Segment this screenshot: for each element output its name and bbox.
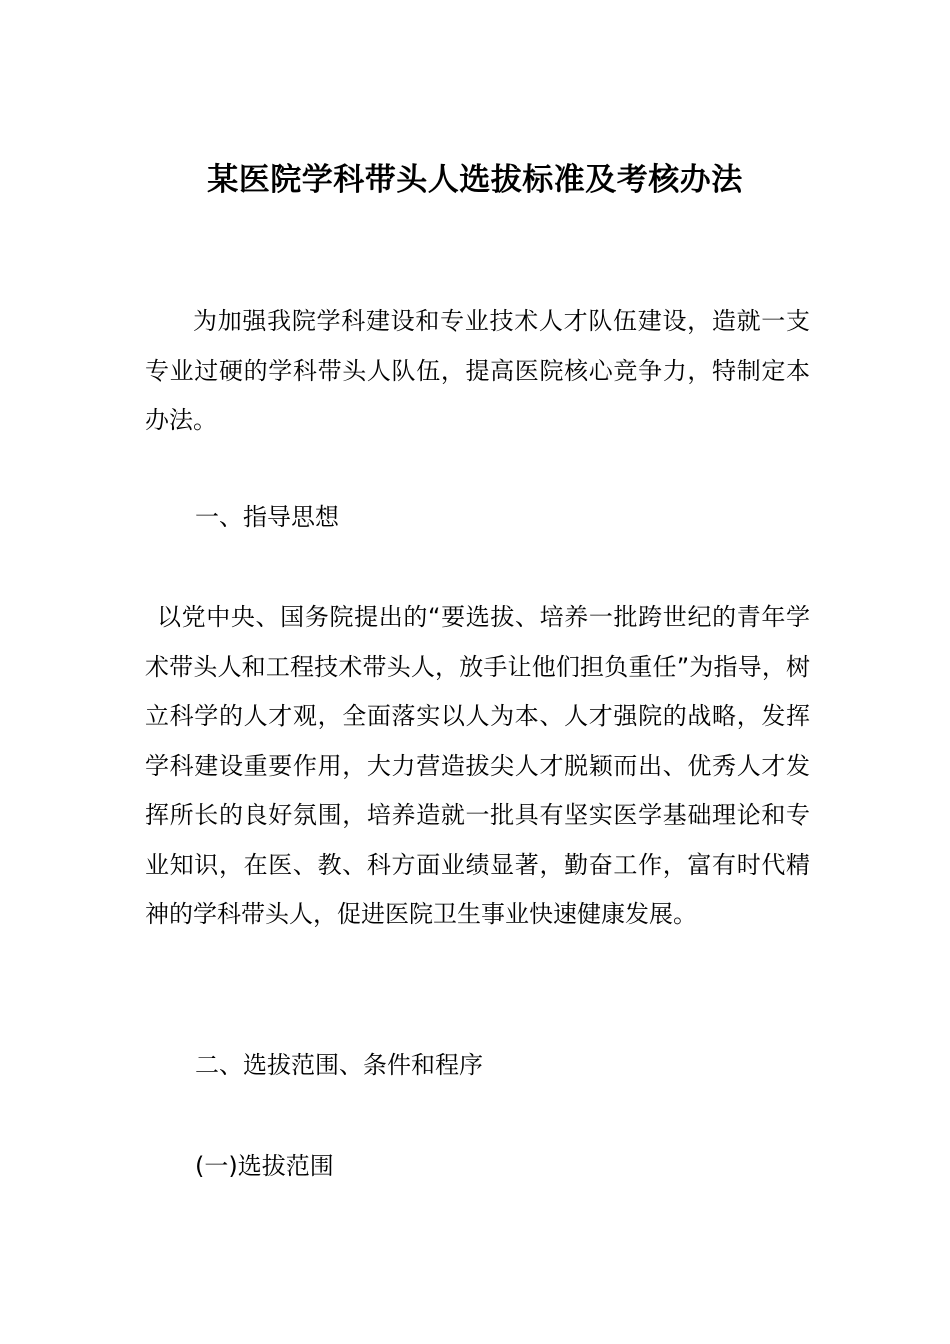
document-title: 某医院学科带头人选拔标准及考核办法 [207,162,743,198]
intro-paragraph: 为加强我院学科建设和专业技术人才队伍建设，造就一支专业过硬的学科带头人队伍，提高医院核心竞争力，特制定本办法。 [145,307,810,434]
section-heading-guiding-ideology: 一、指导思想 [195,503,339,531]
section-heading-selection-scope: 二、选拔范围、条件和程序 [195,1051,483,1079]
subsection-heading-selection-scope: (一)选拔范围 [195,1152,334,1180]
guiding-ideology-paragraph: 以党中央、国务院提出的“要选拔、培养一批跨世纪的青年学术带头人和工程技术带头人，放手让他们担负重任”为指导，树立科学的人才观，全面落实以人为本、人才强院的战略，发挥学科建设重要作用，大力营造拔尖人才脱颖而出、优秀人才发挥所长的良好氛围，培养造就一批具有坚实医学基础理论和专业知识，在医、教、科方面业绩显著，勤奋工作，富有时代精神的学科带头人，促进医院卫生事业快速健康发展。 [145,603,810,928]
